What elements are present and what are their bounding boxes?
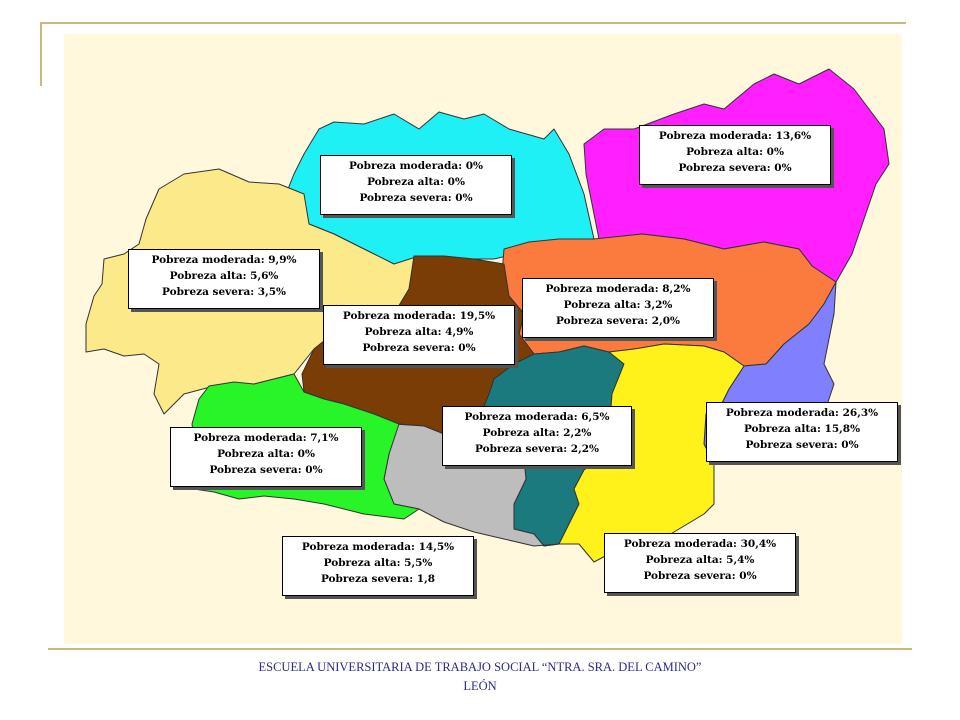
label-periwinkle-moderada: Pobreza moderada: 26,3% xyxy=(725,407,879,419)
label-yellow-severa: Pobreza severa: 0% xyxy=(643,570,757,582)
label-brown xyxy=(323,305,515,365)
label-gray-moderada: Pobreza moderada: 14,5% xyxy=(301,541,455,553)
label-cyan-severa: Pobreza severa: 0% xyxy=(359,192,473,204)
footer-line-2: LEÓN xyxy=(463,679,497,693)
label-brown-moderada: Pobreza moderada: 19,5% xyxy=(342,310,496,322)
map-panel xyxy=(64,34,902,644)
label-teal xyxy=(442,406,632,466)
label-periwinkle-alta: Pobreza alta: 15,8% xyxy=(743,423,861,435)
label-cyan-alta: Pobreza alta: 0% xyxy=(367,176,465,188)
label-gray-severa: Pobreza severa: 1,8 xyxy=(320,573,436,585)
label-periwinkle xyxy=(706,402,898,462)
label-gray xyxy=(282,536,474,596)
label-pale-yellow xyxy=(128,249,320,309)
label-periwinkle-severa: Pobreza severa: 0% xyxy=(745,439,859,451)
label-magenta-severa: Pobreza severa: 0% xyxy=(678,162,792,174)
label-pale-yellow-severa: Pobreza severa: 3,5% xyxy=(161,286,287,298)
footer-line-1: ESCUELA UNIVERSITARIA DE TRABAJO SOCIAL “NTRA. SRA. DEL CAMINO” xyxy=(258,660,702,674)
label-orange-alta: Pobreza alta: 3,2% xyxy=(563,299,673,311)
label-orange-moderada: Pobreza moderada: 8,2% xyxy=(545,283,691,295)
label-magenta-alta: Pobreza alta: 0% xyxy=(686,146,784,158)
label-yellow xyxy=(604,533,796,593)
frame-bottom-rule xyxy=(48,648,912,650)
label-brown-alta: Pobreza alta: 4,9% xyxy=(364,326,474,338)
label-green xyxy=(170,427,362,487)
label-teal-severa: Pobreza severa: 2,2% xyxy=(474,443,600,455)
label-cyan xyxy=(320,155,512,215)
label-yellow-alta: Pobreza alta: 5,4% xyxy=(645,554,755,566)
label-teal-moderada: Pobreza moderada: 6,5% xyxy=(464,411,610,423)
frame-top-rule xyxy=(40,22,906,24)
label-yellow-moderada: Pobreza moderada: 30,4% xyxy=(623,538,777,550)
label-orange xyxy=(522,278,714,338)
label-green-alta: Pobreza alta: 0% xyxy=(217,448,315,460)
label-gray-alta: Pobreza alta: 5,5% xyxy=(323,557,433,569)
label-magenta-moderada: Pobreza moderada: 13,6% xyxy=(658,130,812,142)
label-brown-severa: Pobreza severa: 0% xyxy=(362,342,476,354)
label-green-moderada: Pobreza moderada: 7,1% xyxy=(193,432,339,444)
label-pale-yellow-alta: Pobreza alta: 5,6% xyxy=(169,270,279,282)
frame-left-rule xyxy=(40,22,42,86)
label-orange-severa: Pobreza severa: 2,0% xyxy=(555,315,681,327)
label-teal-alta: Pobreza alta: 2,2% xyxy=(482,427,592,439)
label-magenta xyxy=(639,125,831,185)
label-cyan-moderada: Pobreza moderada: 0% xyxy=(348,160,484,172)
label-green-severa: Pobreza severa: 0% xyxy=(209,464,323,476)
label-pale-yellow-moderada: Pobreza moderada: 9,9% xyxy=(151,254,297,266)
